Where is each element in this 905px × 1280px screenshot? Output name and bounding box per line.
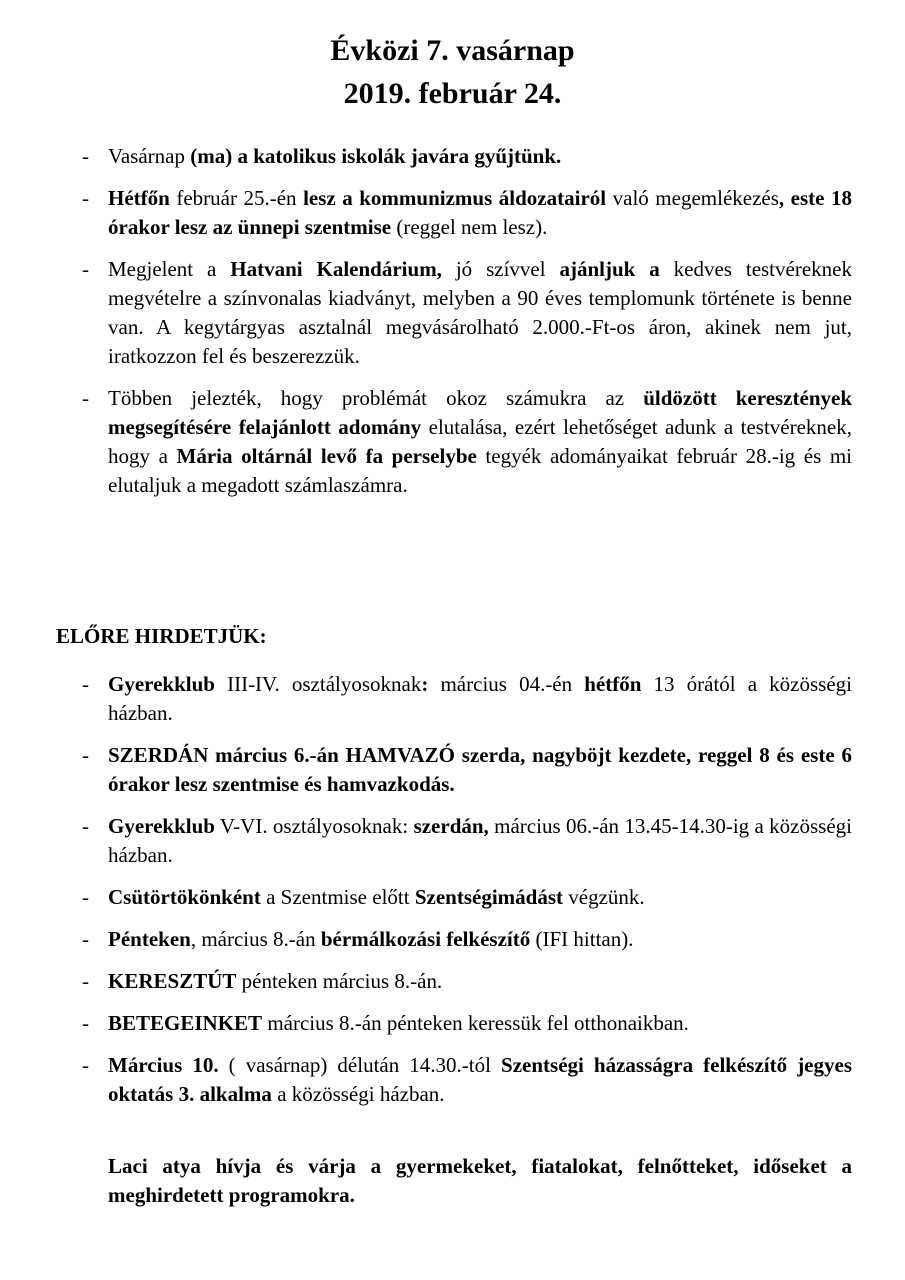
list-item-text [108,967,852,996]
list-item [56,883,852,912]
emphasis-text: , este 18 órakor lesz az ünnepi szentmise [108,186,852,239]
list-item [56,812,852,870]
emphasis-text: bérmálkozási felkészítő [320,927,531,951]
body-text: a közösségi házban. [271,1082,445,1106]
emphasis-text: Hétfőn [108,186,170,210]
bullet-dash: - [82,386,89,410]
list-item [56,184,852,242]
bullet-dash: - [82,927,89,951]
closing-message: Laci atya hívja és várja a gyermekeket, fiatalokat, felnőtteket, időseket a meghirdetett programokra. [108,1154,852,1207]
emphasis-text: Mária oltárnál levő fa perselybe [176,444,477,468]
upcoming-events-list [56,670,852,1122]
list-item [56,384,852,500]
emphasis-text: Gyerekklub [108,814,215,838]
body-text: kedves testvéreknek megvételre a színvonalas kiadványt, melyben a 90 éves templomunk története is benne van. A kegytárgyas asztalnál megvásárolható 2.000.-Ft-os áron, akinek nem jut, iratkozzon fel és beszerezzük. [108,257,852,368]
list-item [56,1051,852,1109]
bullet-dash: - [82,1011,89,1035]
bullet-dash: - [82,814,89,838]
section-heading: ELŐRE HIRDETJÜK: [56,624,267,648]
emphasis-text: (ma) a katolikus iskolák javára gyűjtünk. [190,144,562,168]
list-item [56,670,852,728]
body-text: Vasárnap [108,144,191,168]
list-item-text [108,384,852,500]
bullet-dash: - [82,672,89,696]
body-text: tegyék adományaikat február 28.-ig és mi elutaljuk a megadott számlaszámra. [108,444,853,497]
body-text: 13 órától a közösségi házban. [108,672,853,725]
emphasis-text: lesz a kommunizmus áldozatairól [303,186,607,210]
emphasis-text: ajánljuk a [559,257,660,281]
emphasis-text: üldözött keresztények megsegítésére felajánlott adomány [108,386,852,439]
body-text: Többen jelezték, hogy problémát okoz számukra az [108,386,644,410]
bullet-dash: - [82,144,89,168]
list-item-text [108,670,852,728]
body-text: jó szívvel [441,257,560,281]
list-item [56,967,852,996]
emphasis-text: : [421,672,429,696]
emphasis-text: szerdán, [413,814,489,838]
emphasis-text: SZERDÁN március 6.-án HAMVAZÓ szerda, nagyböjt kezdete, reggel 8 és este 6 órakor lesz szentmise és hamvazkodás. [108,743,852,796]
body-text: március 04.-én [428,672,585,696]
emphasis-text: Március 10. [108,1053,219,1077]
bullet-dash: - [82,969,89,993]
body-text: Megjelent a [108,257,231,281]
list-item [56,925,852,954]
emphasis-text: hétfőn [584,672,642,696]
list-item-text [108,883,852,912]
list-item [56,741,852,799]
bullet-dash: - [82,743,89,767]
announcements-list [56,142,852,513]
emphasis-text: Hatvani Kalendárium, [230,257,442,281]
list-item-text [108,1051,852,1109]
body-text: a Szentmise előtt [260,885,415,909]
body-text: március 8.-án pénteken keressük fel otthonaikban. [262,1011,689,1035]
emphasis-text: BETEGEINKET [108,1011,263,1035]
bullet-dash: - [82,186,89,210]
page-title: Évközi 7. vasárnap [330,34,575,67]
body-text: ( vasárnap) délután 14.30.-tól [218,1053,502,1077]
body-text: V-VI. osztályosoknak: [214,814,414,838]
list-item-text [108,142,852,171]
list-item-text [108,255,852,371]
list-item [56,1009,852,1038]
emphasis-text: KERESZTÚT [108,969,237,993]
emphasis-text: Pénteken [108,927,191,951]
emphasis-text: Szentségimádást [414,885,563,909]
body-text: (IFI hittan). [530,927,634,951]
body-text: elutalása, ezért lehetőséget adunk a testvéreknek, hogy a [108,415,852,468]
bullet-dash: - [82,885,89,909]
body-text: pénteken március 8.-án. [236,969,443,993]
emphasis-text: Szentségi házasságra felkészítő jegyes oktatás 3. alkalma [108,1053,852,1106]
body-text: , március 8.-án [190,927,321,951]
list-item-text [108,1009,852,1038]
emphasis-text: Csütörtökönként [108,885,261,909]
list-item-text [108,741,852,799]
body-text: való megemlékezés [606,186,779,210]
list-item [56,255,852,371]
body-text: végzünk. [563,885,645,909]
bullet-dash: - [82,257,89,281]
list-item-text [108,925,852,954]
bullet-dash: - [82,1053,89,1077]
emphasis-text: Gyerekklub [108,672,215,696]
list-item-text [108,184,852,242]
list-item-text [108,812,852,870]
list-item [56,142,852,171]
body-text: február 25.-én [169,186,304,210]
body-text: (reggel nem lesz). [391,215,548,239]
page-date: 2019. február 24. [343,77,562,110]
body-text: III-IV. osztályosoknak [214,672,422,696]
body-text: március 06.-án 13.45-14.30-ig a közösségi házban. [108,814,852,867]
